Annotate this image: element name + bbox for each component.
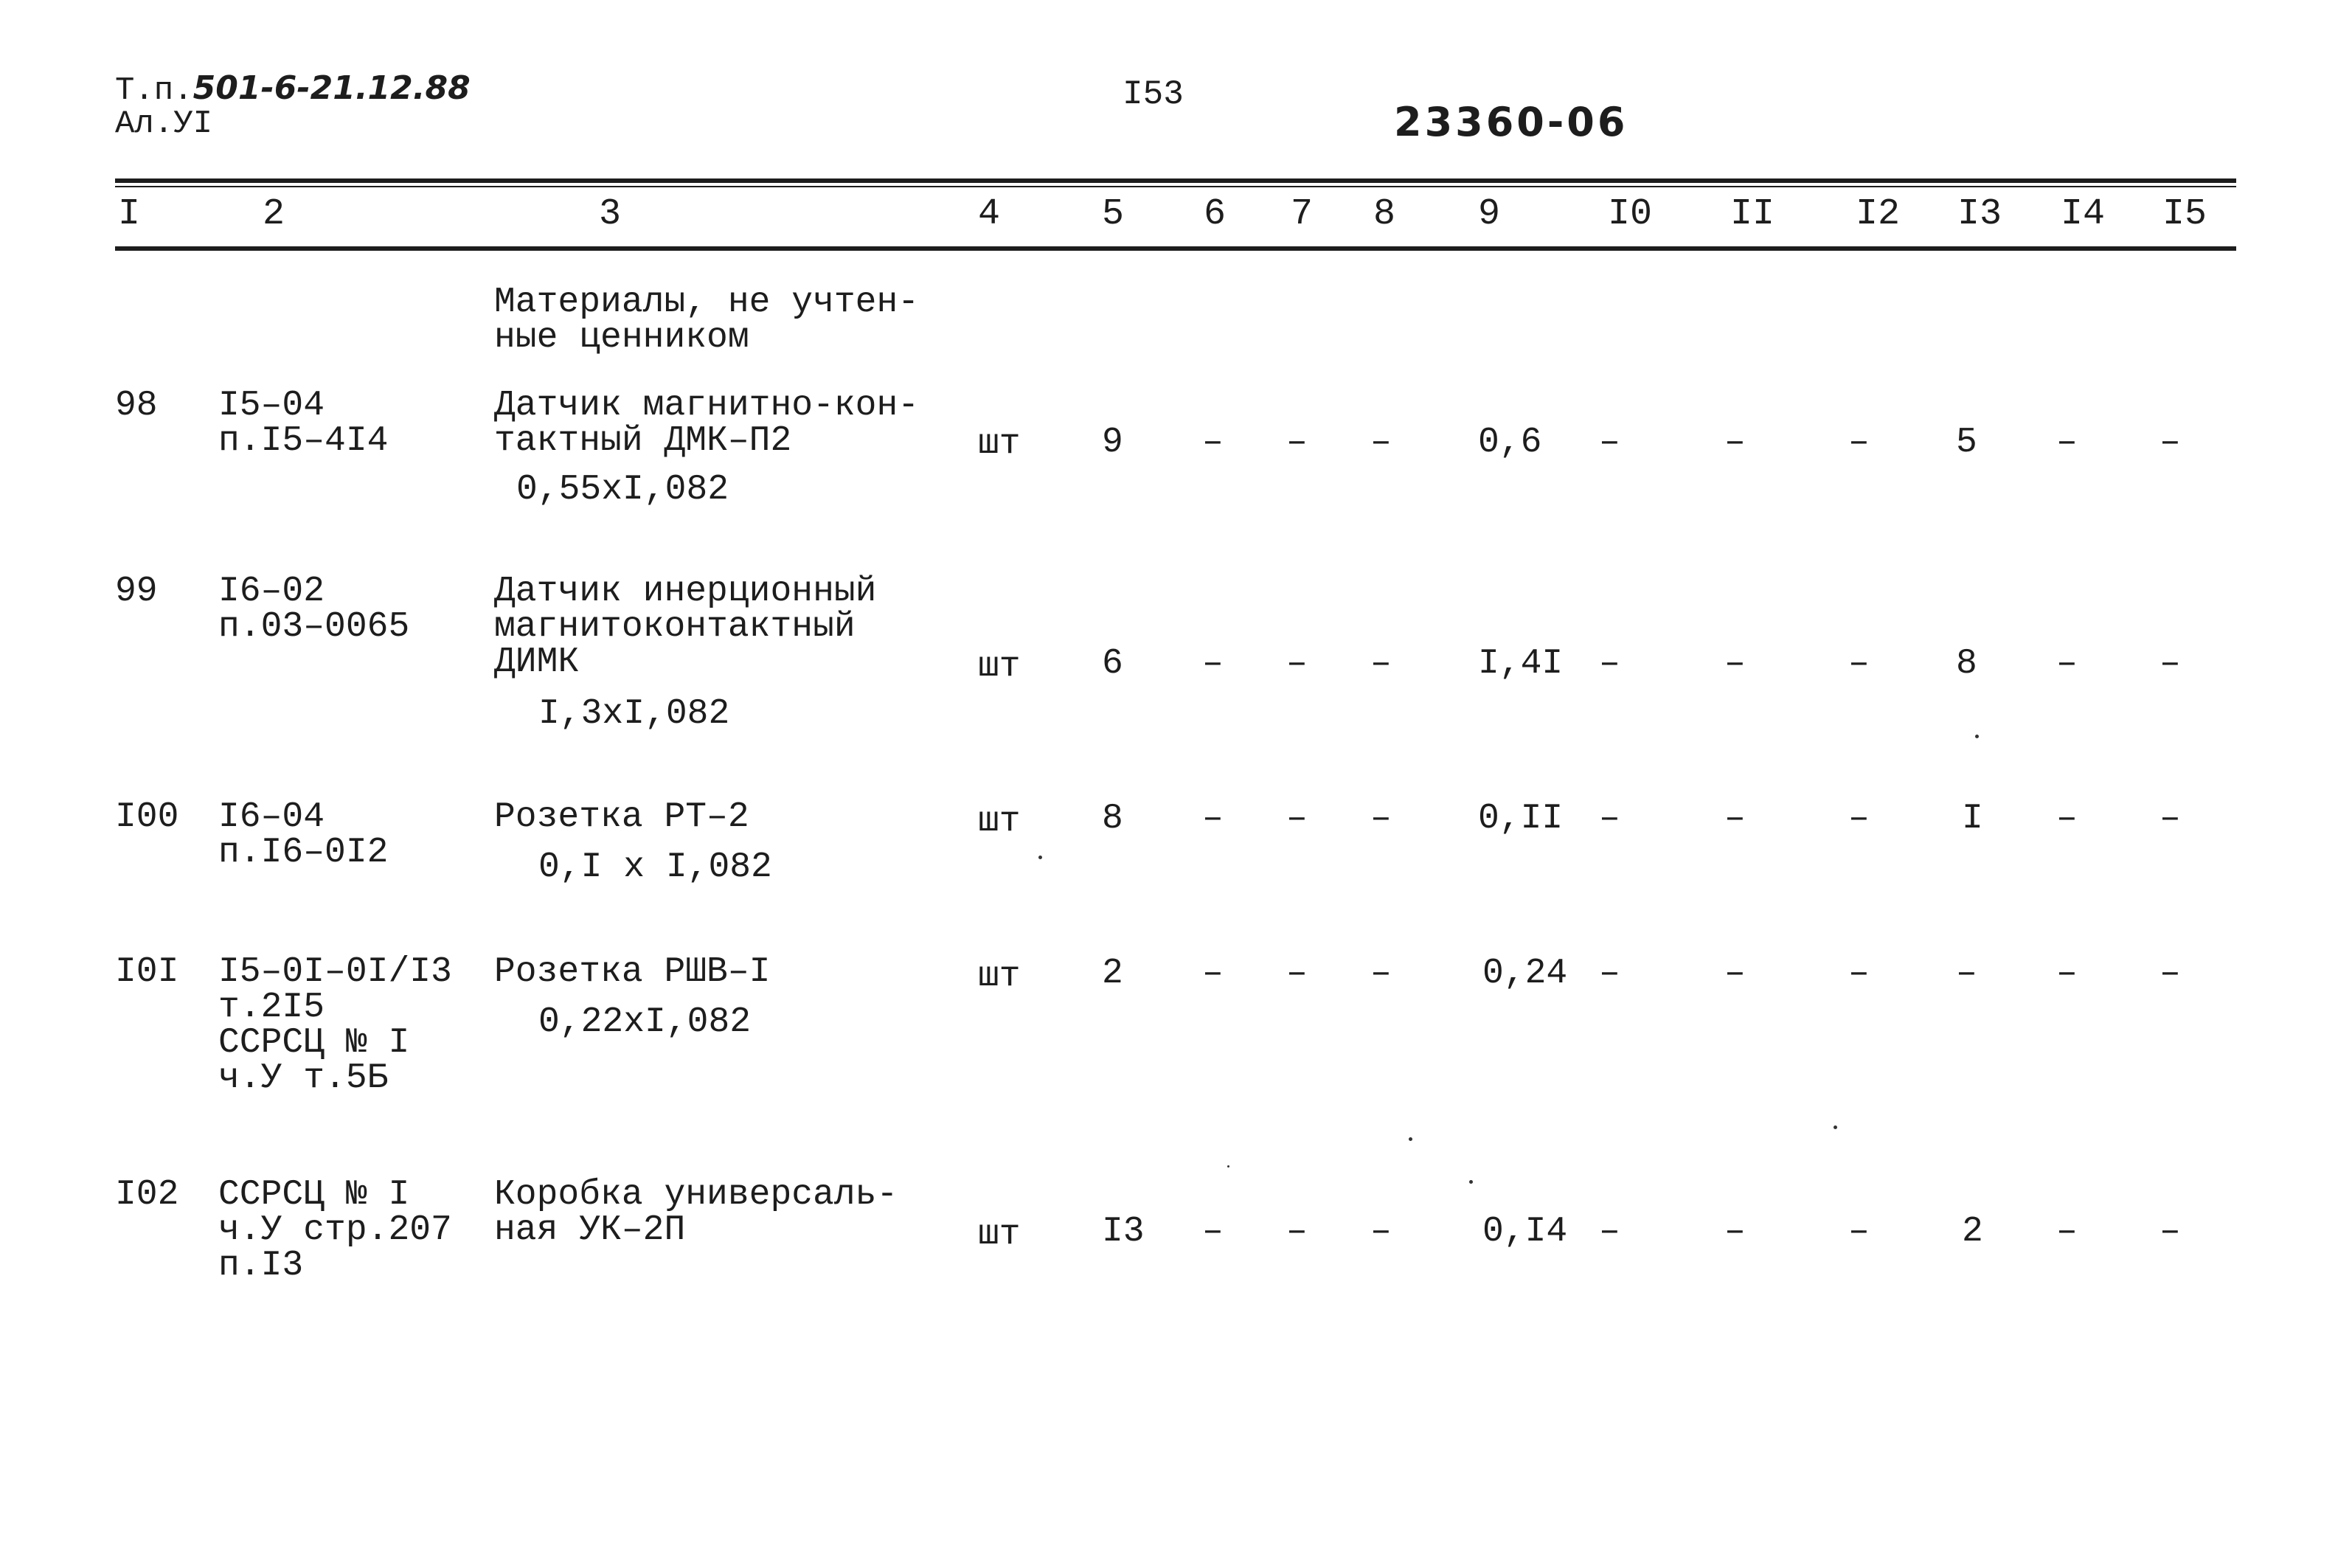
row-unit: шт bbox=[978, 647, 1021, 687]
row-col5: 8 bbox=[1102, 799, 1123, 839]
album-label: Ал.УI bbox=[115, 105, 213, 142]
row-unit: шт bbox=[978, 1215, 1021, 1255]
col-header: 6 bbox=[1204, 193, 1227, 235]
row-col6: – bbox=[1202, 799, 1224, 839]
row-col8: – bbox=[1370, 1212, 1392, 1252]
col-header: I bbox=[118, 193, 141, 235]
row-col14: – bbox=[2056, 644, 2078, 684]
col-header: I2 bbox=[1856, 193, 1901, 235]
row-code: I5–04 п.I5–4I4 bbox=[218, 386, 389, 461]
row-col11: – bbox=[1724, 1212, 1746, 1252]
row-code: I6–04 п.I6–0I2 bbox=[218, 797, 389, 873]
row-name: Датчик магнитно-кон- тактный ДМК–П2 bbox=[494, 386, 920, 461]
row-col10: – bbox=[1599, 954, 1620, 993]
row-col10: – bbox=[1599, 423, 1620, 462]
row-number: I0I bbox=[115, 952, 179, 992]
row-name: Коробка универсаль- ная УК–2П bbox=[494, 1175, 898, 1250]
stamp-number: 23360-06 bbox=[1394, 99, 1628, 145]
row-col14: – bbox=[2056, 1212, 2078, 1252]
row-col11: – bbox=[1724, 799, 1746, 839]
col-header: 3 bbox=[599, 193, 622, 235]
row-formula: 0,55хI,082 bbox=[516, 470, 729, 510]
doc-header bbox=[115, 69, 471, 109]
row-number: 98 bbox=[115, 386, 158, 426]
scan-speck bbox=[1834, 1125, 1837, 1129]
col-header: 9 bbox=[1478, 193, 1501, 235]
row-unit: шт bbox=[978, 424, 1021, 464]
row-col15: – bbox=[2160, 1212, 2181, 1252]
row-col7: – bbox=[1286, 799, 1308, 839]
col-header: 2 bbox=[263, 193, 285, 235]
row-col8: – bbox=[1370, 954, 1392, 993]
row-col15: – bbox=[2160, 799, 2181, 839]
row-col12: – bbox=[1848, 1212, 1870, 1252]
row-name: Датчик инерционный магнитоконтактный ДИМК bbox=[494, 572, 877, 682]
row-col12: – bbox=[1848, 423, 1870, 462]
row-col12: – bbox=[1848, 644, 1870, 684]
row-col9: 0,6 bbox=[1478, 423, 1542, 462]
row-col13: – bbox=[1956, 954, 1977, 993]
row-col13: 5 bbox=[1956, 423, 1977, 462]
row-col14: – bbox=[2056, 954, 2078, 993]
scan-speck bbox=[1975, 735, 1979, 738]
col-header: 4 bbox=[978, 193, 1001, 235]
col-header: I5 bbox=[2162, 193, 2207, 235]
scan-speck bbox=[1038, 856, 1042, 859]
row-col7: – bbox=[1286, 954, 1308, 993]
col-header: 7 bbox=[1291, 193, 1314, 235]
row-col12: – bbox=[1848, 799, 1870, 839]
row-col6: – bbox=[1202, 1212, 1224, 1252]
row-col13: 2 bbox=[1962, 1212, 1983, 1252]
row-col10: – bbox=[1599, 1212, 1620, 1252]
row-col8: – bbox=[1370, 423, 1392, 462]
col-header: II bbox=[1730, 193, 1775, 235]
row-unit: шт bbox=[978, 802, 1021, 842]
col-header: 8 bbox=[1373, 193, 1396, 235]
row-col15: – bbox=[2160, 423, 2181, 462]
row-col5: 6 bbox=[1102, 644, 1123, 684]
row-col11: – bbox=[1724, 644, 1746, 684]
row-col6: – bbox=[1202, 644, 1224, 684]
row-col9: 0,24 bbox=[1482, 954, 1568, 993]
row-col11: – bbox=[1724, 954, 1746, 993]
row-col6: – bbox=[1202, 423, 1224, 462]
row-number: I00 bbox=[115, 797, 179, 837]
row-formula: 0,22хI,082 bbox=[538, 1002, 752, 1042]
row-col13: I bbox=[1962, 799, 1983, 839]
row-number: I02 bbox=[115, 1175, 179, 1215]
row-col7: – bbox=[1286, 1212, 1308, 1252]
row-col11: – bbox=[1724, 423, 1746, 462]
row-col7: – bbox=[1286, 644, 1308, 684]
scan-speck bbox=[1227, 1165, 1229, 1168]
row-col8: – bbox=[1370, 799, 1392, 839]
row-number: 99 bbox=[115, 572, 158, 611]
row-name: Розетка РШВ–I bbox=[494, 952, 771, 992]
row-name: Розетка РТ–2 bbox=[494, 797, 749, 837]
row-col5: I3 bbox=[1102, 1212, 1145, 1252]
row-code: I6–02 п.03–0065 bbox=[218, 572, 410, 647]
row-code: I5–0I–0I/I3 т.2I5 ССРСЦ № I ч.У т.5Б bbox=[218, 952, 452, 1098]
row-unit: шт bbox=[978, 957, 1021, 996]
row-col10: – bbox=[1599, 799, 1620, 839]
row-formula: I,3хI,082 bbox=[538, 694, 730, 734]
row-col15: – bbox=[2160, 644, 2181, 684]
row-col13: 8 bbox=[1956, 644, 1977, 684]
col-header: I3 bbox=[1957, 193, 2002, 235]
row-col9: 0,I4 bbox=[1482, 1212, 1568, 1252]
row-col5: 2 bbox=[1102, 954, 1123, 993]
page-number: I53 bbox=[1123, 75, 1184, 114]
row-col9: 0,II bbox=[1478, 799, 1564, 839]
row-code: ССРСЦ № I ч.У стр.207 п.I3 bbox=[218, 1175, 452, 1286]
col-header: 5 bbox=[1102, 193, 1125, 235]
doc-prefix: Т.п. bbox=[115, 72, 193, 109]
scan-speck bbox=[1469, 1180, 1473, 1184]
scan-speck bbox=[1409, 1137, 1412, 1141]
table-top-rule bbox=[115, 178, 2236, 183]
row-col14: – bbox=[2056, 799, 2078, 839]
header-bottom-rule bbox=[115, 246, 2236, 251]
row-col14: – bbox=[2056, 423, 2078, 462]
row-col8: – bbox=[1370, 644, 1392, 684]
row-col15: – bbox=[2160, 954, 2181, 993]
col-header: I4 bbox=[2061, 193, 2106, 235]
doc-code: 501-6-21.12.88 bbox=[192, 69, 471, 107]
row-col5: 9 bbox=[1102, 423, 1123, 462]
row-col7: – bbox=[1286, 423, 1308, 462]
col-header: I0 bbox=[1608, 193, 1653, 235]
table-top-rule-thin bbox=[115, 186, 2236, 187]
row-col6: – bbox=[1202, 954, 1224, 993]
row-col9: I,4I bbox=[1478, 644, 1564, 684]
section-title: Материалы, не учтен- ные ценником bbox=[494, 282, 920, 358]
row-col10: – bbox=[1599, 644, 1620, 684]
row-formula: 0,I х I,082 bbox=[538, 847, 772, 887]
row-col12: – bbox=[1848, 954, 1870, 993]
